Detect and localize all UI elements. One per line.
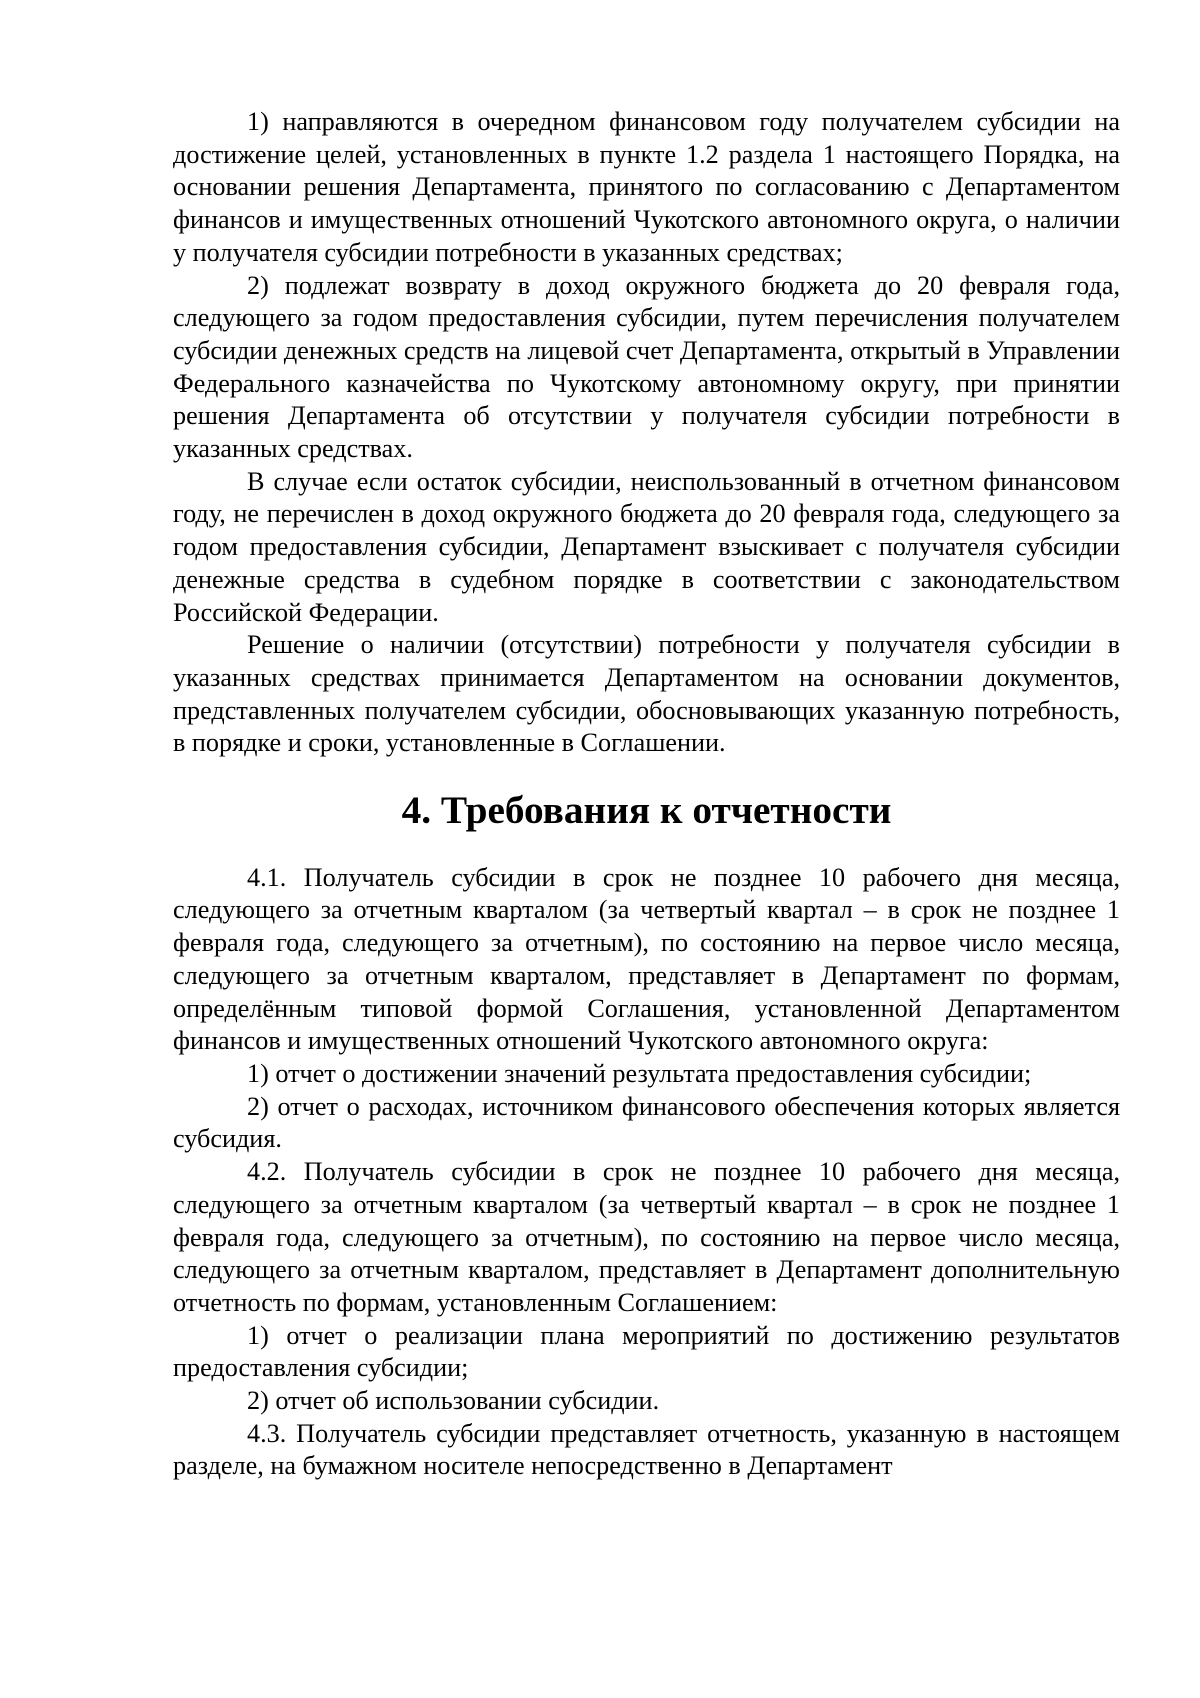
paragraph-3-2: 2) подлежат возврату в доход окружного бюджета до 20 февраля года, следующего за годом предоставления субсидии, путем перечисления получателем субсидии денежных средств на лицевой счет Департамента, открытый в Управлении Федерального казначейства по Чукотскому автономному округу, при принятии решения Департамента об отсутствии у получателя субсидии потребности в указанных средствах. [173, 270, 1120, 464]
paragraph-4-2: 4.2. Получатель субсидии в срок не позднее 10 рабочего дня месяца, следующего за отчетным кварталом (за четвертый квартал – в срок не позднее 1 февраля года, следующего за отчетным), по состоянию на первое число месяца, следующего за отчетным кварталом, представляет в Департамент дополнительную отчетность по формам, установленным Соглашением: [173, 1157, 1120, 1317]
paragraph-3-4: Решение о наличии (отсутствии) потребности у получателя субсидии в указанных средствах принимается Департаментом на основании документов, представленных получателем субсидии, обосновывающих указанную потребность, в порядке и сроки, установленные в Соглашении. [173, 630, 1120, 758]
paragraph-3-3: В случае если остаток субсидии, неиспользованный в отчетном финансовом году, не перечислен в доход окружного бюджета до 20 февраля года, следующего за годом предоставления субсидии, Департамент взыскивает с получателя субсидии денежные средства в судебном порядке в соответствии с законодательством Российской Федерации. [173, 466, 1120, 627]
document-page [173, 106, 1120, 1483]
paragraph-3-1: 1) направляются в очередном финансовом году получателем субсидии на достижение целей, установленных в пункте 1.2 раздела 1 настоящего Порядка, на основании решения Департамента, принятого по согласованию с Департаментом финансов и имущественных отношений Чукотского автономного округа, о наличии у получателя субсидии потребности в указанных средствах; [173, 107, 1120, 267]
paragraph-4-1-item-2: 2) отчет о расходах, источником финансового обеспечения которых является субсидия. [173, 1091, 1120, 1154]
paragraph-4-2-item-1: 1) отчет о реализации плана мероприятий по достижению результатов предоставления субсидии; [173, 1320, 1120, 1383]
section-heading: 4. Требования к отчетности [401, 788, 892, 833]
paragraph-4-3: 4.3. Получатель субсидии представляет отчетность, указанную в настоящем разделе, на бумажном носителе непосредственно в Департамент [173, 1418, 1120, 1481]
paragraph-4-1-item-1: 1) отчет о достижении значений результата предоставления субсидии; [247, 1058, 1032, 1088]
paragraph-4-1: 4.1. Получатель субсидии в срок не позднее 10 рабочего дня месяца, следующего за отчетным кварталом (за четвертый квартал – в срок не позднее 1 февраля года, следующего за отчетным), по состоянию на первое число месяца, следующего за отчетным кварталом, представляет в Департамент по формам, определённым типовой формой Соглашения, установленной Департаментом финансов и имущественных отношений Чукотского автономного округа: [173, 862, 1120, 1056]
paragraph-4-2-item-2: 2) отчет об использовании субсидии. [247, 1386, 660, 1416]
